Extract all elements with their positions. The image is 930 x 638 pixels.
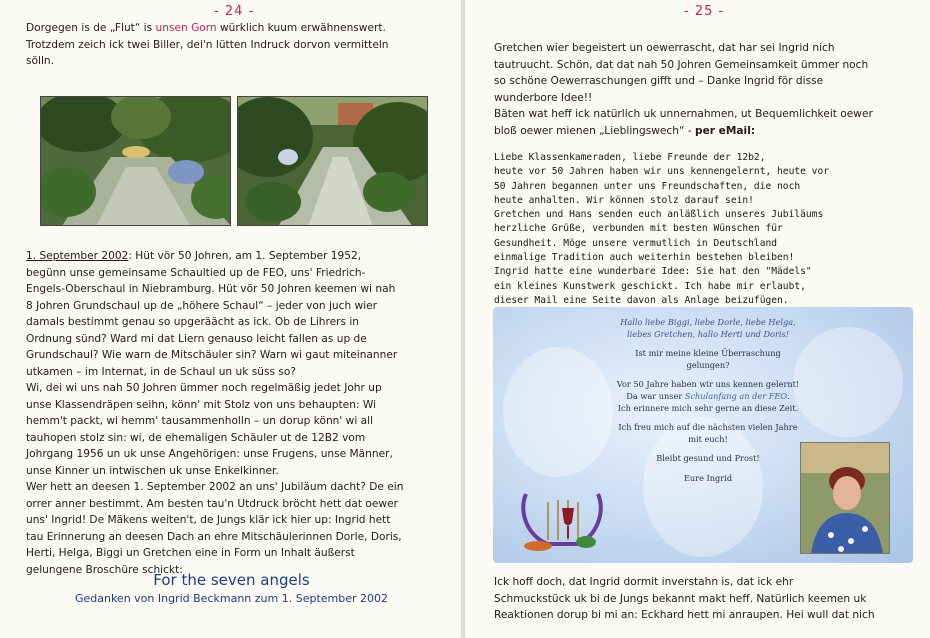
email-line: heute vor 50 Jahren haben wir uns kennengelernt, heute vor bbox=[494, 166, 830, 178]
email-line: einmalige Tradition auch weiterhin bestehen bleiben! bbox=[494, 252, 795, 264]
body-line: utkamen – im Internat, in de Schaul un uk süss so? bbox=[26, 365, 296, 378]
right-intro-line: Gretchen wier begeistert un oewerrascht, dat har sei Ingrid nich bbox=[494, 42, 835, 54]
body-line: unse Kinner un intwischen uk unse Enkelkinner. bbox=[26, 464, 279, 477]
body-first-line: 1. September 2002: Hüt vör 50 Johren, am 1. September 1952, bbox=[26, 250, 362, 262]
date-heading: 1. September 2002 bbox=[26, 250, 129, 262]
body-line: unse Klassendräpen seihn, könn' mit Stolz von uns behaupten: Wi bbox=[26, 398, 377, 411]
card-line: Ich erinnere mich sehr gerne an diese Zeit. bbox=[617, 402, 799, 413]
right-intro-last-line: bloß oewer mienen „Lieblingswech“ - per eMail: bbox=[494, 124, 756, 137]
body-line: tauhopen stolz sin: wi, de ehemaligen Schäuler ut de 12B2 vom bbox=[26, 431, 366, 444]
ingrid-portrait-photo bbox=[800, 442, 890, 554]
body-line: tau Erinnerung an deesen Dach an ehre Mitschäulerinnen Dorle, Doris, bbox=[26, 530, 402, 543]
body-line: Herti, Helga, Biggi un Gretchen eine in Form un Inhalt äußerst bbox=[26, 547, 355, 559]
email-label: per eMail: bbox=[695, 124, 756, 137]
body-line: gelungene Broschüre schickt: bbox=[26, 563, 183, 576]
card-signature: Eure Ingrid bbox=[683, 472, 733, 483]
card-greeting: Hallo liebe Biggi, liebe Dorle, liebe Helga, bbox=[620, 317, 796, 327]
book-spine bbox=[461, 0, 465, 638]
closing-line: Reaktionen dorup bi mi an: Eckhard hett mi anraupen. Hei wull dat nich bbox=[494, 609, 875, 621]
card-greeting: liebes Gretchen, hallo Herti und Doris! bbox=[627, 328, 789, 339]
right-intro-text bbox=[494, 40, 914, 139]
body-line: Wi, dei wi uns nah 50 Johren ümmer noch regelmäßig jedet Johr up bbox=[26, 382, 382, 394]
poem-subtitle: Gedanken von Ingrid Beckmann zum 1. September 2002 bbox=[74, 592, 389, 605]
greeting-card-image bbox=[493, 307, 913, 563]
right-intro-line: wunderbore Idee!! bbox=[494, 91, 593, 104]
email-line: dieser Mail eine Seite davon als Anlage beizufügen. bbox=[494, 294, 789, 306]
body-line: orrer anner bestimmt. Am besten tau'n Utdruck bröcht hett dat oewer bbox=[26, 497, 398, 510]
email-line: ein kleines Kunstwerk geschickt. Ich habe mir erlaubt, bbox=[494, 280, 806, 292]
intro-line-1: Dorgegen is de „Flut“ is unsen Gorn würklich kuum erwähnenswert. bbox=[26, 22, 386, 34]
left-intro-text bbox=[26, 20, 446, 70]
left-page-number: - 24 - bbox=[214, 4, 255, 19]
body-line: Ordnung sünd? Ward mi dat Liern genauso leicht fallen as up de bbox=[26, 332, 367, 345]
left-body-text bbox=[26, 248, 446, 578]
email-line: Liebe Klassenkameraden, liebe Freunde der 12b2, bbox=[494, 152, 766, 163]
body-line: Johrgang 1956 un uk unse Angehörigen: unse Frugens, unse Männer, bbox=[26, 448, 393, 460]
body-line: Engels-Oberschaul in Niebramburg. Hüt vör 50 Johren keemen wi nah bbox=[26, 283, 396, 295]
card-line: Vor 50 Jahre haben wir uns kennen gelernt! bbox=[616, 379, 800, 390]
right-page-number: - 25 - bbox=[684, 4, 725, 19]
card-line: Da war unser Schulanfang an der FEO. bbox=[626, 390, 790, 401]
flooded-garden-photo-2 bbox=[237, 96, 428, 226]
right-closing-text bbox=[494, 574, 914, 624]
intro-line-2: Trotzdem zeich ick twei Biller, dei'n lütten Indruck dorvon vermitteln bbox=[26, 38, 389, 51]
card-line: gelungen? bbox=[686, 359, 730, 370]
card-script-text: Schulanfang an der FEO bbox=[684, 390, 788, 401]
email-line: Gretchen und Hans senden euch anläßlich unseres Jubiläums bbox=[494, 209, 824, 221]
right-intro-line: tautruucht. Schön, dat dat nah 50 Johren Gemeinsamkeit ümmer noch bbox=[494, 58, 869, 71]
body-line: hemm't packt, wi hemm' tausammenholln – un dorup könn' wi all bbox=[26, 415, 374, 427]
right-intro-line: Bäten wat heff ick natürlich uk unnernahmen, ut Bequemlichkeit oewer bbox=[494, 108, 873, 120]
card-message bbox=[583, 317, 833, 485]
flooded-garden-photo-1 bbox=[40, 96, 231, 226]
body-line: uns' Ingrid! De Mäkens weiten't, de Jungs klär ick hier up: Ingrid hett bbox=[26, 514, 391, 526]
body-line: begünn unse gemeinsame Schaultied up de FEO, uns' Friedrich- bbox=[26, 266, 366, 279]
email-line: herzliche Grüße, verbunden mit besten Wünschen für bbox=[494, 223, 783, 235]
intro-line-3: sölln. bbox=[26, 55, 54, 67]
card-line: Ich freu mich auf die nächsten vielen Jahre bbox=[618, 422, 798, 433]
poem-title: For the seven angels bbox=[153, 571, 310, 589]
card-line: Bleibt gesund und Prost! bbox=[656, 453, 760, 464]
garden-accent-text: unsen Gorn bbox=[155, 22, 217, 34]
body-line: Grundschaul? Wie warn de Mitschäuler sin? Warn wi gaut miteinanner bbox=[26, 349, 398, 361]
email-quote bbox=[494, 151, 914, 308]
body-line: Wer hett an deesen 1. September 2002 an uns' Jubiläum dacht? De ein bbox=[26, 481, 404, 493]
lyre-wine-glass-icon bbox=[518, 482, 608, 554]
body-line: 8 Johren Grundschaul up de „höhere Schaul“ – jeder von juch wier bbox=[26, 299, 378, 312]
email-line: 50 Jahren begannen unter uns Freundschaften, die noch bbox=[494, 180, 801, 192]
body-line: damals bestimmt genau so upgeräächt as ick. Ob de Lihrers in bbox=[26, 316, 360, 328]
left-page bbox=[0, 0, 463, 638]
card-line: Ist mir meine kleine Überraschung bbox=[635, 348, 781, 359]
closing-line: Ick hoff doch, dat Ingrid dormit inverstahn is, dat ick ehr bbox=[494, 576, 794, 588]
email-line: Gesundheit. Möge unsere vermutlich in Deutschland bbox=[494, 237, 778, 249]
closing-line: Schmuckstück uk bi de Jungs bekannt makt heff. Natürlich keemen uk bbox=[494, 592, 867, 605]
email-line: heute anhalten. Wir können stolz darauf sein! bbox=[494, 194, 754, 206]
card-line: mit euch! bbox=[688, 433, 728, 444]
right-intro-line: so schöne Oewerraschungen gifft und – Danke Ingrid för disse bbox=[494, 75, 824, 87]
email-line: Ingrid hatte eine wunderbare Idee: Sie hat den "Mädels" bbox=[494, 266, 812, 278]
